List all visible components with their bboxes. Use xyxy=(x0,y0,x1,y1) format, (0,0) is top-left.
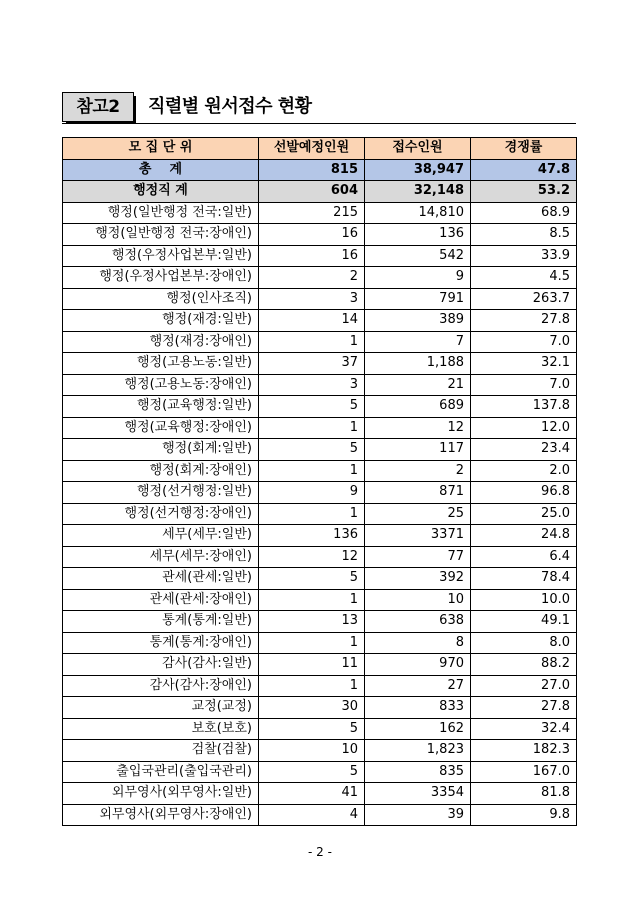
total-label: 총 계 xyxy=(63,159,259,181)
row-unit: 행정(선거행정:일반) xyxy=(63,482,259,504)
row-ratio: 81.8 xyxy=(471,783,577,805)
subtotal-applied: 32,148 xyxy=(365,181,471,203)
row-unit: 감사(감사:일반) xyxy=(63,654,259,676)
section-title: 직렬별 원서접수 현황 xyxy=(148,96,312,117)
row-applied: 7 xyxy=(365,331,471,353)
row-planned: 1 xyxy=(259,503,365,525)
row-unit: 행정(재경:일반) xyxy=(63,310,259,332)
row-applied: 14,810 xyxy=(365,202,471,224)
row-planned: 136 xyxy=(259,525,365,547)
section-heading xyxy=(62,92,576,124)
row-planned: 16 xyxy=(259,245,365,267)
row-planned: 3 xyxy=(259,288,365,310)
row-unit: 통계(통계:장애인) xyxy=(63,632,259,654)
table-row xyxy=(63,761,577,783)
subtotal-row xyxy=(63,181,577,203)
row-unit: 외무영사(외무영사:일반) xyxy=(63,783,259,805)
row-applied: 970 xyxy=(365,654,471,676)
table-row xyxy=(63,439,577,461)
row-planned: 5 xyxy=(259,568,365,590)
table-row xyxy=(63,460,577,482)
reference-tag: 참고2 xyxy=(62,92,134,122)
row-ratio: 49.1 xyxy=(471,611,577,633)
table-row xyxy=(63,783,577,805)
row-applied: 638 xyxy=(365,611,471,633)
row-applied: 162 xyxy=(365,718,471,740)
row-planned: 5 xyxy=(259,718,365,740)
header-applied: 접수인원 xyxy=(365,138,471,160)
row-ratio: 25.0 xyxy=(471,503,577,525)
row-planned: 12 xyxy=(259,546,365,568)
table-row xyxy=(63,202,577,224)
row-applied: 10 xyxy=(365,589,471,611)
row-unit: 행정(우정사업본부:일반) xyxy=(63,245,259,267)
row-planned: 1 xyxy=(259,460,365,482)
row-ratio: 27.8 xyxy=(471,310,577,332)
row-ratio: 88.2 xyxy=(471,654,577,676)
row-applied: 3354 xyxy=(365,783,471,805)
row-ratio: 137.8 xyxy=(471,396,577,418)
row-unit: 외무영사(외무영사:장애인) xyxy=(63,804,259,826)
table-row xyxy=(63,288,577,310)
row-ratio: 78.4 xyxy=(471,568,577,590)
row-unit: 행정(고용노동:장애인) xyxy=(63,374,259,396)
row-ratio: 182.3 xyxy=(471,740,577,762)
table-row xyxy=(63,740,577,762)
row-ratio: 7.0 xyxy=(471,374,577,396)
table-row xyxy=(63,589,577,611)
row-applied: 1,823 xyxy=(365,740,471,762)
row-unit: 행정(인사조직) xyxy=(63,288,259,310)
table-row xyxy=(63,267,577,289)
table-row xyxy=(63,245,577,267)
table-row xyxy=(63,804,577,826)
row-planned: 14 xyxy=(259,310,365,332)
row-unit: 세무(세무:장애인) xyxy=(63,546,259,568)
row-planned: 5 xyxy=(259,439,365,461)
table-row xyxy=(63,224,577,246)
row-planned: 37 xyxy=(259,353,365,375)
subtotal-planned: 604 xyxy=(259,181,365,203)
row-applied: 136 xyxy=(365,224,471,246)
row-planned: 215 xyxy=(259,202,365,224)
row-planned: 1 xyxy=(259,632,365,654)
table-row xyxy=(63,331,577,353)
row-applied: 833 xyxy=(365,697,471,719)
row-applied: 1,188 xyxy=(365,353,471,375)
row-applied: 3371 xyxy=(365,525,471,547)
row-applied: 392 xyxy=(365,568,471,590)
row-planned: 30 xyxy=(259,697,365,719)
row-planned: 1 xyxy=(259,331,365,353)
row-unit: 행정(일반행정 전국:장애인) xyxy=(63,224,259,246)
row-applied: 77 xyxy=(365,546,471,568)
row-planned: 5 xyxy=(259,761,365,783)
row-planned: 4 xyxy=(259,804,365,826)
row-unit: 세무(세무:일반) xyxy=(63,525,259,547)
row-ratio: 10.0 xyxy=(471,589,577,611)
page-number: - 2 - xyxy=(308,845,332,859)
row-ratio: 68.9 xyxy=(471,202,577,224)
row-ratio: 263.7 xyxy=(471,288,577,310)
row-ratio: 7.0 xyxy=(471,331,577,353)
row-applied: 791 xyxy=(365,288,471,310)
table-row xyxy=(63,568,577,590)
row-ratio: 8.5 xyxy=(471,224,577,246)
row-unit: 출입국관리(출입국관리) xyxy=(63,761,259,783)
row-planned: 10 xyxy=(259,740,365,762)
total-applied: 38,947 xyxy=(365,159,471,181)
row-unit: 통계(통계:일반) xyxy=(63,611,259,633)
row-ratio: 12.0 xyxy=(471,417,577,439)
heading-rule xyxy=(62,123,576,124)
row-applied: 25 xyxy=(365,503,471,525)
row-planned: 41 xyxy=(259,783,365,805)
total-ratio: 47.8 xyxy=(471,159,577,181)
row-unit: 관세(관세:장애인) xyxy=(63,589,259,611)
row-ratio: 9.8 xyxy=(471,804,577,826)
row-ratio: 33.9 xyxy=(471,245,577,267)
row-planned: 16 xyxy=(259,224,365,246)
row-planned: 5 xyxy=(259,396,365,418)
table-row xyxy=(63,482,577,504)
row-ratio: 8.0 xyxy=(471,632,577,654)
row-unit: 보호(보호) xyxy=(63,718,259,740)
row-unit: 행정(선거행정:장애인) xyxy=(63,503,259,525)
table-row xyxy=(63,396,577,418)
total-row xyxy=(63,159,577,181)
subtotal-label: 행정직 계 xyxy=(63,181,259,203)
row-unit: 행정(교육행정:일반) xyxy=(63,396,259,418)
row-ratio: 23.4 xyxy=(471,439,577,461)
row-planned: 1 xyxy=(259,417,365,439)
row-planned: 9 xyxy=(259,482,365,504)
row-unit: 교정(교정) xyxy=(63,697,259,719)
table-row xyxy=(63,503,577,525)
row-unit: 행정(우정사업본부:장애인) xyxy=(63,267,259,289)
row-applied: 871 xyxy=(365,482,471,504)
row-applied: 21 xyxy=(365,374,471,396)
header-ratio: 경쟁률 xyxy=(471,138,577,160)
table-row xyxy=(63,525,577,547)
row-applied: 117 xyxy=(365,439,471,461)
row-unit: 행정(회계:일반) xyxy=(63,439,259,461)
row-unit: 행정(일반행정 전국:일반) xyxy=(63,202,259,224)
row-planned: 2 xyxy=(259,267,365,289)
row-applied: 2 xyxy=(365,460,471,482)
row-planned: 13 xyxy=(259,611,365,633)
row-unit: 행정(교육행정:장애인) xyxy=(63,417,259,439)
table-row xyxy=(63,374,577,396)
row-ratio: 32.4 xyxy=(471,718,577,740)
row-planned: 1 xyxy=(259,675,365,697)
row-applied: 389 xyxy=(365,310,471,332)
table-row xyxy=(63,654,577,676)
table-header-row xyxy=(63,138,577,160)
row-ratio: 167.0 xyxy=(471,761,577,783)
row-ratio: 4.5 xyxy=(471,267,577,289)
table-row xyxy=(63,546,577,568)
row-unit: 행정(재경:장애인) xyxy=(63,331,259,353)
row-ratio: 6.4 xyxy=(471,546,577,568)
table-row xyxy=(63,310,577,332)
row-planned: 3 xyxy=(259,374,365,396)
table-row xyxy=(63,718,577,740)
table-row xyxy=(63,353,577,375)
subtotal-ratio: 53.2 xyxy=(471,181,577,203)
row-ratio: 96.8 xyxy=(471,482,577,504)
table-row xyxy=(63,675,577,697)
row-ratio: 27.8 xyxy=(471,697,577,719)
row-unit: 감사(감사:장애인) xyxy=(63,675,259,697)
row-unit: 관세(관세:일반) xyxy=(63,568,259,590)
total-planned: 815 xyxy=(259,159,365,181)
row-applied: 8 xyxy=(365,632,471,654)
row-applied: 542 xyxy=(365,245,471,267)
row-applied: 39 xyxy=(365,804,471,826)
row-ratio: 27.0 xyxy=(471,675,577,697)
row-unit: 검찰(검찰) xyxy=(63,740,259,762)
table-row xyxy=(63,697,577,719)
row-planned: 11 xyxy=(259,654,365,676)
row-applied: 835 xyxy=(365,761,471,783)
row-applied: 12 xyxy=(365,417,471,439)
row-applied: 689 xyxy=(365,396,471,418)
row-ratio: 32.1 xyxy=(471,353,577,375)
row-unit: 행정(회계:장애인) xyxy=(63,460,259,482)
application-status-table xyxy=(62,137,577,826)
header-unit: 모 집 단 위 xyxy=(63,138,259,160)
row-ratio: 24.8 xyxy=(471,525,577,547)
row-applied: 27 xyxy=(365,675,471,697)
row-unit: 행정(고용노동:일반) xyxy=(63,353,259,375)
table-row xyxy=(63,611,577,633)
header-planned: 선발예정인원 xyxy=(259,138,365,160)
table-row xyxy=(63,632,577,654)
row-applied: 9 xyxy=(365,267,471,289)
row-planned: 1 xyxy=(259,589,365,611)
row-ratio: 2.0 xyxy=(471,460,577,482)
table-row xyxy=(63,417,577,439)
